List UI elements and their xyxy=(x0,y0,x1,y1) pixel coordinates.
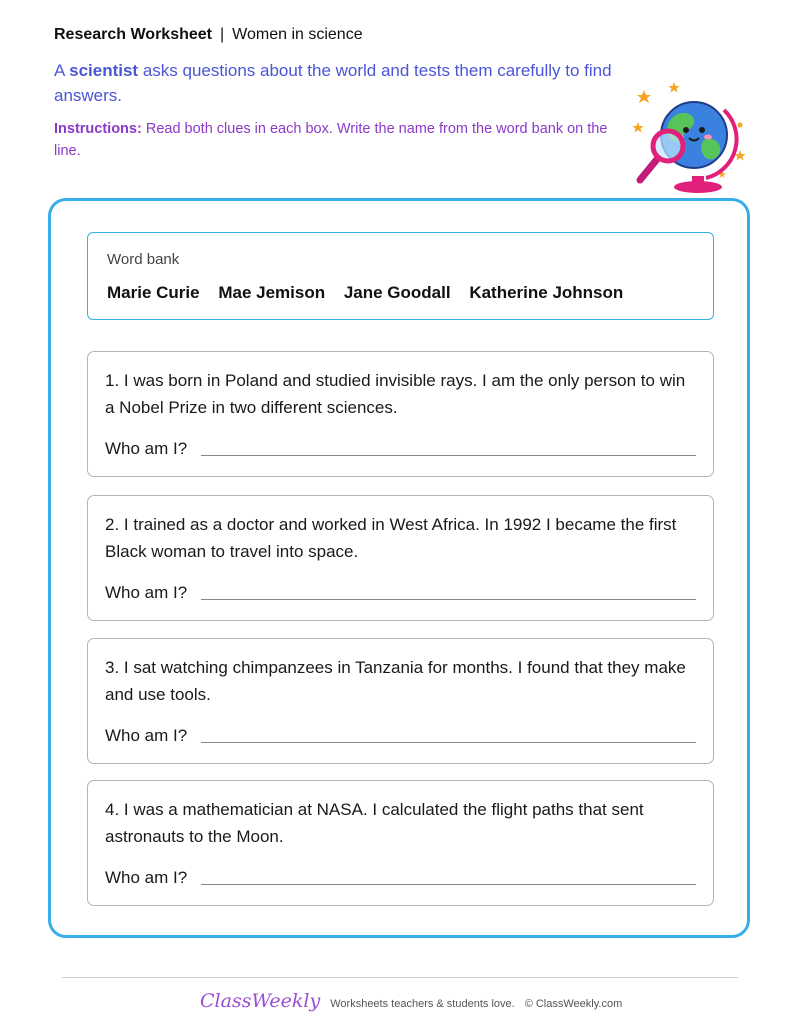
footer-copyright: © ClassWeekly.com xyxy=(524,998,623,1010)
clue-box-3 xyxy=(87,638,714,764)
globe-with-magnifier-icon xyxy=(622,80,752,195)
clue-text: 4. I was a mathematician at NASA. I calculated the flight paths that sent astronauts to the Moon. xyxy=(105,800,644,846)
instructions-body: Read both clues in each box. Write the name from the word bank on the line. xyxy=(54,121,608,159)
clue-box-2 xyxy=(87,495,714,621)
word-bank xyxy=(87,232,714,320)
clue-box-4 xyxy=(87,780,714,906)
clue-text: 2. I trained as a doctor and worked in West Africa. In 1992 I became the first Black woman to travel into space. xyxy=(105,515,677,561)
answer-line[interactable] xyxy=(201,455,696,456)
clue-box-1 xyxy=(87,351,714,477)
instructions-text xyxy=(54,118,614,162)
clue-text: 3. I sat watching chimpanzees in Tanzania for months. I found that they make and use tools. xyxy=(105,658,686,704)
worksheet-title: Research Worksheet xyxy=(54,26,212,43)
word-bank-title: Word bank xyxy=(107,251,180,268)
word-bank-word: Katherine Johnson xyxy=(469,283,624,302)
clue-prompt: Who am I? xyxy=(105,868,188,887)
footer xyxy=(200,990,622,1012)
header-separator: | xyxy=(220,26,225,43)
worksheet-header xyxy=(54,26,363,44)
answer-line[interactable] xyxy=(201,742,696,743)
answer-line[interactable] xyxy=(201,599,696,600)
clue-prompt: Who am I? xyxy=(105,583,188,602)
definition-text xyxy=(54,58,614,108)
definition-term: scientist xyxy=(69,61,139,80)
word-bank-word: Marie Curie xyxy=(107,283,200,302)
definition-rest: asks questions about the world and tests them carefully to find answers. xyxy=(54,61,612,105)
definition-prefix: A xyxy=(54,61,70,80)
word-bank-words xyxy=(107,283,637,303)
word-bank-word: Mae Jemison xyxy=(218,283,326,302)
footer-tagline: Worksheets teachers & students love. xyxy=(330,998,515,1010)
answer-line[interactable] xyxy=(201,884,696,885)
word-bank-word: Jane Goodall xyxy=(343,283,451,302)
worksheet-subtitle: Women in science xyxy=(232,26,363,43)
clue-prompt: Who am I? xyxy=(105,439,188,458)
footer-divider xyxy=(62,977,738,978)
clue-prompt: Who am I? xyxy=(105,726,188,745)
clue-text: 1. I was born in Poland and studied invisible rays. I am the only person to win a Nobel Prize in two different sciences. xyxy=(105,371,686,417)
classweekly-logo: ClassWeekly xyxy=(200,990,321,1012)
instructions-label: Instructions: xyxy=(54,121,142,137)
